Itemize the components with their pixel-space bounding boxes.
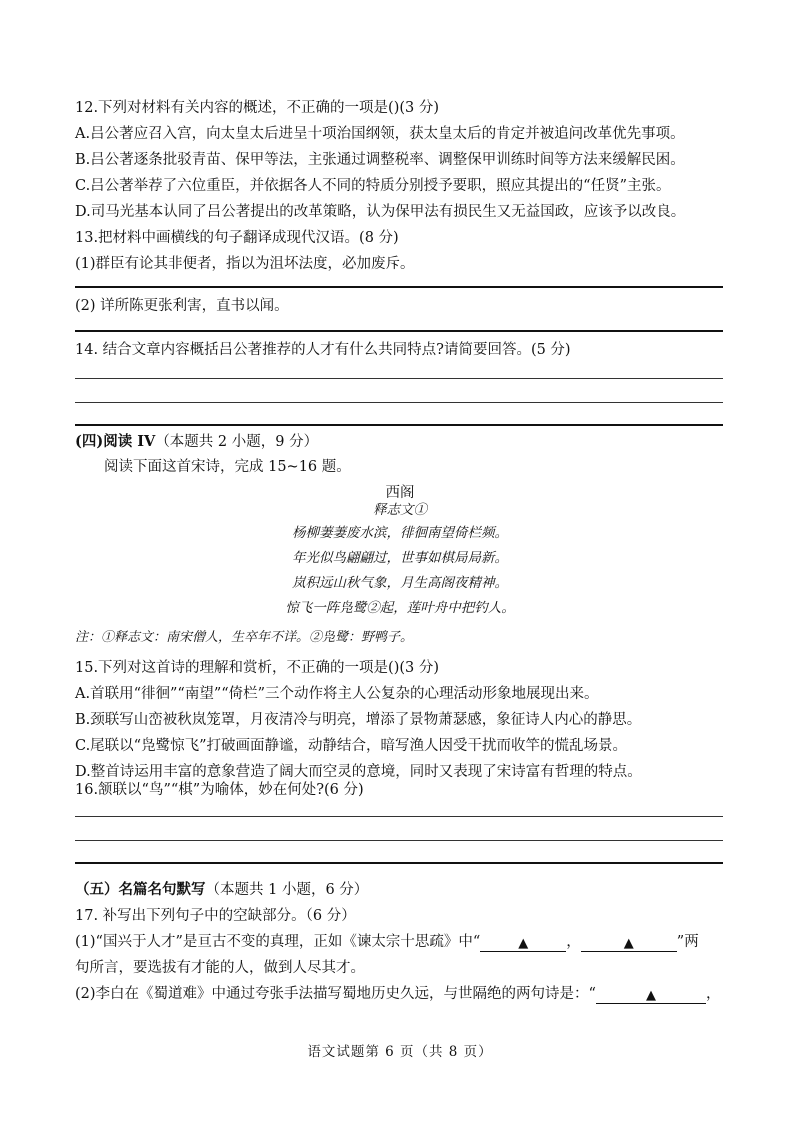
poem-line-2: 年光似鸟翩翩过，世事如棋局局新。	[292, 550, 508, 566]
q15-stem: 15.下列对这首诗的理解和赏析，不正确的一项是()(3 分)	[75, 660, 440, 676]
answer-line	[75, 286, 723, 288]
q15-option-b: B.颈联写山峦被秋岚笼罩，月夜清冷与明亮，增添了景物萧瑟感，象征诗人内心的静思。	[75, 712, 642, 728]
triangle-marker-icon: ▲	[645, 988, 656, 1003]
q13-sentence-1: (1)群臣有论其非便者，指以为沮坏法度，必加废斥。	[75, 256, 415, 272]
section4-heading	[75, 432, 318, 452]
q12-option-b: B.吕公著逐条批驳青苗、保甲等法，主张通过调整税率、调整保甲训练时间等方法来缓解民困。	[75, 152, 685, 168]
answer-line	[75, 424, 723, 426]
section5-heading	[75, 880, 368, 900]
q17-item-1-line-2: 句所言，要选拔有才能的人，做到人尽其才。	[75, 960, 365, 976]
q16-stem: 16.颔联以“鸟”“棋”为喻体，妙在何处?(6 分)	[75, 782, 364, 798]
q17-item-2	[75, 984, 720, 1004]
q17-stem: 17. 补写出下列句子中的空缺部分。（6 分）	[75, 908, 356, 924]
fill-blank-3[interactable]	[596, 985, 706, 1004]
poem-line-4: 惊飞一阵凫鹭②起，莲叶舟中把钓人。	[285, 600, 515, 616]
answer-line	[75, 862, 723, 864]
poem-author: 释志文①	[373, 502, 427, 518]
q14-stem: 14. 结合文章内容概括吕公著推荐的人才有什么共同特点?请简要回答。(5 分)	[75, 342, 571, 358]
answer-line	[75, 378, 723, 379]
poem-note: 注：①释志文：南宋僧人，生卒年不详。②凫鹭：野鸭子。	[75, 630, 414, 645]
comma-mark: ，	[705, 986, 721, 1002]
section4-title: (四)阅读 IV	[75, 433, 156, 450]
answer-line	[75, 402, 723, 403]
poem-line-1: 杨柳萋萋废水滨，徘徊南望倚栏频。	[292, 525, 508, 541]
q15-option-c: C.尾联以“凫鹭惊飞”打破画面静谧，动静结合，暗写渔人因受干扰而收竿的慌乱场景。	[75, 738, 628, 754]
poem-title: 西阁	[385, 485, 415, 501]
q15-option-d: D.整首诗运用丰富的意象营造了阔大而空灵的意境，同时又表现了宋诗富有哲理的特点。	[75, 764, 642, 780]
comma-mark: ，	[566, 934, 581, 950]
q13-stem: 13.把材料中画横线的句子翻译成现代汉语。(8 分)	[75, 230, 399, 246]
q17-item-1	[75, 932, 699, 952]
q17-item-2-lead: (2)李白在《蜀道难》中通过夸张手法描写蜀地历史久远，与世隔绝的两句诗是：“	[75, 986, 596, 1002]
fill-blank-1[interactable]	[480, 933, 566, 952]
q12-option-a: A.吕公著应召入宫，向太皇太后进呈十项治国纲领，获太皇太后的肯定并被追问改革优先事项。	[75, 126, 685, 142]
answer-line	[75, 840, 723, 841]
answer-line	[75, 816, 723, 817]
fill-blank-2[interactable]	[581, 933, 677, 952]
section4-instruction: 阅读下面这首宋诗，完成 15~16 题。	[104, 459, 351, 475]
q12-stem: 12.下列对材料有关内容的概述，不正确的一项是()(3 分)	[75, 100, 440, 116]
answer-line	[75, 330, 723, 332]
section5-note: （本题共 1 小题，6 分）	[205, 882, 369, 898]
page-footer: 语文试题第 6 页（共 8 页）	[307, 1044, 493, 1060]
q13-sentence-2: (2) 详所陈更张利害，直书以闻。	[75, 298, 289, 314]
section5-title: （五）名篇名句默写	[75, 881, 206, 898]
q12-option-c: C.吕公著举荐了六位重臣，并依据各人不同的特质分别授予要职，照应其提出的“任贤”主张。	[75, 178, 671, 194]
q12-option-d: D.司马光基本认同了吕公著提出的改革策略，认为保甲法有损民生又无益国政，应该予以改良。	[75, 204, 686, 220]
q17-item-1-lead: (1)“国兴于人才”是亘古不变的真理，正如《谏太宗十思疏》中“	[75, 934, 481, 950]
triangle-marker-icon: ▲	[518, 936, 529, 951]
triangle-marker-icon: ▲	[623, 936, 634, 951]
q15-option-a: A.首联用“徘徊”“南望”“倚栏”三个动作将主人公复杂的心理活动形象地展现出来。	[75, 686, 599, 702]
poem-line-3: 岚积远山秋气象，月生高阁夜精神。	[292, 575, 508, 591]
section4-note: （本题共 2 小题，9 分）	[155, 434, 319, 450]
q17-item-1-tail: ”两	[676, 934, 699, 950]
